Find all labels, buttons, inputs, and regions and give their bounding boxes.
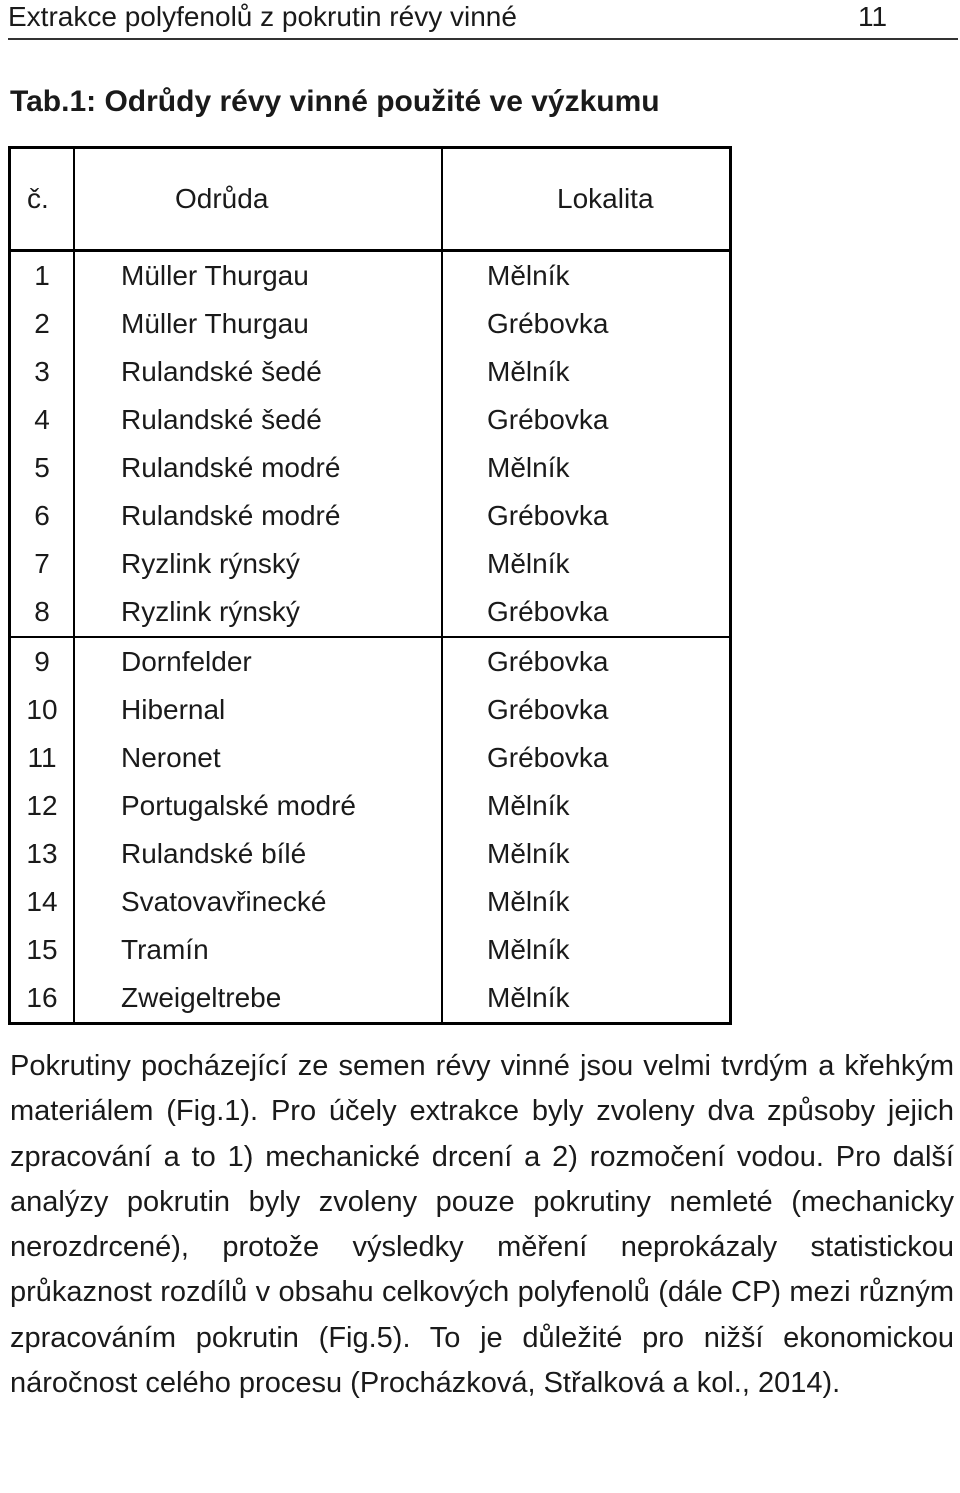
cell-location: Grébovka	[442, 686, 731, 734]
cell-number: 9	[10, 637, 75, 686]
cell-location: Mělník	[442, 348, 731, 396]
cell-location: Grébovka	[442, 300, 731, 348]
cell-variety: Neronet	[74, 734, 442, 782]
table-row	[10, 396, 731, 444]
cell-variety: Rulandské šedé	[74, 396, 442, 444]
cell-location: Mělník	[442, 878, 731, 926]
cell-number: 4	[10, 396, 75, 444]
cell-location: Grébovka	[442, 492, 731, 540]
cell-location: Mělník	[442, 782, 731, 830]
cell-number: 6	[10, 492, 75, 540]
table-header-row	[10, 148, 731, 251]
cell-location: Grébovka	[442, 637, 731, 686]
cell-variety: Müller Thurgau	[74, 300, 442, 348]
table-row	[10, 974, 731, 1024]
cell-number: 15	[10, 926, 75, 974]
table-body	[10, 251, 731, 1024]
cell-variety: Svatovavřinecké	[74, 878, 442, 926]
cell-number: 1	[10, 251, 75, 301]
cell-location: Mělník	[442, 974, 731, 1024]
table-row	[10, 300, 731, 348]
cell-number: 11	[10, 734, 75, 782]
cell-variety: Rulandské modré	[74, 492, 442, 540]
cell-variety: Zweigeltrebe	[74, 974, 442, 1024]
cell-variety: Müller Thurgau	[74, 251, 442, 301]
table-row	[10, 444, 731, 492]
table-row	[10, 492, 731, 540]
cell-number: 12	[10, 782, 75, 830]
cell-number: 8	[10, 588, 75, 637]
cell-number: 13	[10, 830, 75, 878]
cell-variety: Portugalské modré	[74, 782, 442, 830]
cell-number: 3	[10, 348, 75, 396]
table-row	[10, 540, 731, 588]
cell-variety: Ryzlink rýnský	[74, 588, 442, 637]
cell-variety: Rulandské modré	[74, 444, 442, 492]
cell-variety: Rulandské bílé	[74, 830, 442, 878]
cell-location: Mělník	[442, 926, 731, 974]
table-row	[10, 878, 731, 926]
cell-number: 10	[10, 686, 75, 734]
table-row	[10, 830, 731, 878]
running-header	[8, 0, 958, 40]
cell-number: 16	[10, 974, 75, 1024]
table-row	[10, 348, 731, 396]
cell-location: Grébovka	[442, 588, 731, 637]
cell-number: 7	[10, 540, 75, 588]
table-row	[10, 588, 731, 637]
table-row	[10, 686, 731, 734]
page-number: 11	[858, 1, 888, 32]
cell-location: Mělník	[442, 830, 731, 878]
table-row	[10, 637, 731, 686]
cell-location: Mělník	[442, 251, 731, 301]
cell-variety: Dornfelder	[74, 637, 442, 686]
cell-variety: Tramín	[74, 926, 442, 974]
cell-variety: Ryzlink rýnský	[74, 540, 442, 588]
table-row	[10, 734, 731, 782]
cell-number: 14	[10, 878, 75, 926]
header-location: Lokalita	[442, 148, 731, 251]
cell-location: Grébovka	[442, 396, 731, 444]
cell-location: Mělník	[442, 444, 731, 492]
header-title: Extrakce polyfenolů z pokrutin révy vinné	[8, 1, 517, 32]
table-row	[10, 251, 731, 301]
table-row	[10, 926, 731, 974]
cell-variety: Rulandské šedé	[74, 348, 442, 396]
varieties-table	[8, 146, 732, 1025]
cell-number: 5	[10, 444, 75, 492]
cell-number: 2	[10, 300, 75, 348]
cell-location: Mělník	[442, 540, 731, 588]
cell-variety: Hibernal	[74, 686, 442, 734]
cell-location: Grébovka	[442, 734, 731, 782]
body-paragraph: Pokrutiny pocházející ze semen révy vinné jsou velmi tvrdým a křehkým materiálem (Fig.1). Pro účely extrakce byly zvoleny dva způsoby jejich zpracování a to 1) mechanické drcení a 2) rozmočení vodou. Pro další analýzy pokrutin byly zvoleny pouze pokrutiny nemleté (mechanicky nerozdrcené), protože výsledky měření neprokázaly statistickou průkaznost rozdílů v obsahu celkových polyfenolů (dále CP) mezi různým zpracováním pokrutin (Fig.5). To je důležité pro nižší ekonomickou náročnost celého procesu (Procházková, Střalková a kol., 2014).	[10, 1050, 954, 1400]
table-row	[10, 782, 731, 830]
header-variety: Odrůda	[74, 148, 442, 251]
table-caption: Tab.1: Odrůdy révy vinné použité ve výzkumu	[10, 85, 660, 118]
header-number: č.	[10, 148, 75, 251]
